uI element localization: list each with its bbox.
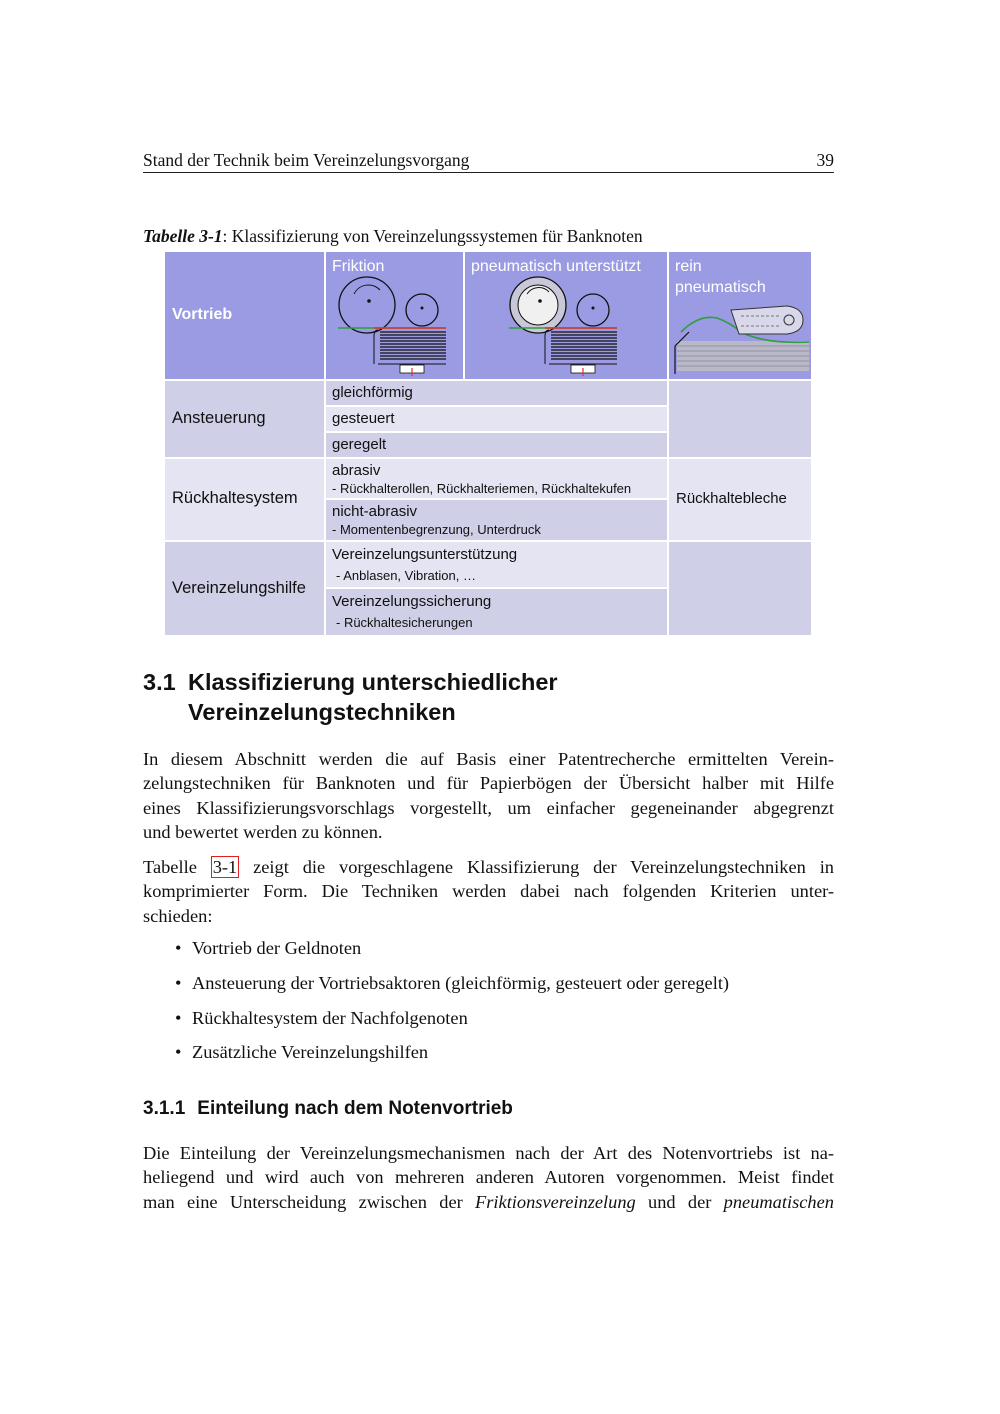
abrasiv-cell	[326, 459, 667, 498]
ansteuerung-item-3	[326, 433, 667, 457]
paragraph-2-pre: Tabelle	[143, 857, 211, 877]
header-row-label-cell	[165, 252, 324, 379]
section-title-line-1: Klassifizierung unterschiedlicher	[188, 669, 558, 695]
ansteuerung-label-cell	[165, 381, 324, 457]
ansteuerung-item-3-text: geregelt	[332, 436, 387, 453]
ansteuerung-item-1	[326, 381, 667, 405]
paragraph-3-emphasis-2: pneumatischen	[723, 1191, 834, 1212]
bullet-text: Zusätzliche Vereinzelungshilfen	[192, 1042, 429, 1062]
running-header-title: Stand der Technik beim Vereinzelungsvorgang	[143, 150, 470, 170]
nicht-abrasiv-text: nicht-abrasiv	[332, 503, 418, 520]
paragraph-1-line-3: eines Klassifizierungsvorschlags vorgestellt, um einfacher gegeneinander abgegrenzt	[143, 797, 834, 818]
nicht-abrasiv-cell	[326, 500, 667, 540]
rueckhalt-label-cell	[165, 459, 324, 540]
vortrieb-label: Vortrieb	[172, 306, 233, 323]
nicht-abrasiv-sub-text: - Momentenbegrenzung, Unterdruck	[332, 522, 541, 537]
hilfe-label: Vereinzelungshilfe	[172, 579, 306, 597]
unterstuetzung-sub-text: - Anblasen, Vibration, …	[336, 568, 476, 583]
abrasiv-text: abrasiv	[332, 462, 381, 479]
table-caption	[143, 226, 643, 247]
paragraph-2	[143, 855, 834, 928]
friction-mechanism-icon	[334, 272, 460, 377]
unterstuetzung-cell	[326, 542, 667, 587]
hilfe-rein-cell	[669, 542, 811, 635]
bullet-text: Rückhaltesystem der Nachfolgenoten	[192, 1008, 468, 1028]
bullet-text: Ansteuerung der Vortriebsaktoren (gleichförmig, gesteuert oder geregelt)	[192, 973, 730, 993]
abrasiv-sub-text: - Rückhalterollen, Rückhalteriemen, Rückhaltekufen	[332, 481, 632, 496]
rein-pneumatisch-header-cell	[669, 252, 811, 379]
subsection-number: 3.1.1	[143, 1098, 186, 1119]
bullet-symbol: •	[175, 1008, 182, 1028]
paragraph-3-pre: man eine Unterscheidung zwischen der	[143, 1191, 476, 1212]
ansteuerung-item-2	[326, 407, 667, 431]
paragraph-3-mid: und der	[635, 1191, 724, 1212]
table-reference-link[interactable]: 3-1	[212, 857, 238, 877]
paragraph-1-line-4: und bewertet werden zu können.	[143, 821, 383, 842]
section-title	[188, 667, 748, 727]
paragraph-2-line-3: schieden:	[143, 905, 213, 926]
ansteuerung-rein-cell	[669, 381, 811, 457]
ansteuerung-item-2-text: gesteuert	[332, 410, 395, 427]
rueckhaltebleche-text: Rückhaltebleche	[676, 490, 787, 507]
pneumatisch-label: pneumatisch unterstützt	[471, 258, 641, 275]
section-heading	[143, 667, 763, 729]
sicherung-text: Vereinzelungssicherung	[332, 593, 492, 610]
table-caption-label: Tabelle 3-1	[143, 226, 223, 246]
friktion-label: Friktion	[332, 258, 385, 275]
rueckhalt-label: Rückhaltesystem	[172, 489, 298, 507]
table-caption-text: : Klassifizierung von Vereinzelungssystemen für Banknoten	[222, 226, 643, 246]
sicherung-sub-text: - Rückhaltesicherungen	[336, 615, 473, 630]
bullet-text: Vortrieb der Geldnoten	[192, 938, 362, 958]
paragraph-2-post: zeigt die vorgeschlagene Klassifizierung der Vereinzelungstechniken in	[239, 857, 834, 877]
ansteuerung-item-1-text: gleichförmig	[332, 384, 413, 401]
paragraph-1	[143, 747, 834, 844]
pneumatisch-label-2: pneumatisch	[675, 279, 766, 296]
rein-label: rein	[675, 258, 702, 275]
pneumatic-mechanism-icon	[505, 272, 635, 377]
paragraph-1-line-2: zelungstechniken für Banknoten und für Papierbögen der Übersicht halber mit Hilfe	[143, 773, 834, 794]
section-number: 3.1	[143, 669, 176, 695]
classification-table	[165, 252, 811, 635]
bullet-symbol: •	[175, 973, 182, 993]
sicherung-cell	[326, 589, 667, 635]
subsection-title: Einteilung nach dem Notenvortrieb	[197, 1098, 513, 1119]
friktion-header-cell	[326, 252, 463, 379]
section-title-line-2: Vereinzelungstechniken	[188, 699, 456, 725]
unterstuetzung-text: Vereinzelungsunterstützung	[332, 546, 518, 563]
paragraph-3-emphasis-1: Friktionsvereinzelung	[475, 1191, 636, 1212]
rueckhaltebleche-cell	[669, 459, 811, 540]
paragraph-3-line-3	[143, 1190, 834, 1214]
pure-pneumatic-mechanism-icon	[669, 296, 811, 376]
paragraph-2-line-2: komprimierter Form. Die Techniken werden dabei nach folgenden Kriterien unter-	[143, 881, 834, 902]
page-number: 39	[816, 150, 834, 170]
bullet-symbol: •	[175, 938, 182, 958]
ansteuerung-label: Ansteuerung	[172, 409, 266, 427]
paragraph-3	[143, 1141, 834, 1214]
hilfe-label-cell	[165, 542, 324, 635]
subsection-heading	[143, 1098, 513, 1120]
paragraph-3-line-1: Die Einteilung der Vereinzelungsmechanismen nach der Art des Notenvortriebs ist na-	[143, 1143, 834, 1163]
bullet-symbol: •	[175, 1042, 182, 1062]
running-header	[143, 150, 834, 173]
paragraph-3-line-2: heliegend und wird auch von mehreren anderen Autoren vorgenommen. Meist findet	[143, 1167, 834, 1188]
paragraph-1-line-1: In diesem Abschnitt werden die auf Basis einer Patentrecherche ermittelten Verein-	[143, 749, 834, 769]
paragraph-2-line-1	[143, 855, 834, 879]
pneumatisch-header-cell	[465, 252, 667, 379]
